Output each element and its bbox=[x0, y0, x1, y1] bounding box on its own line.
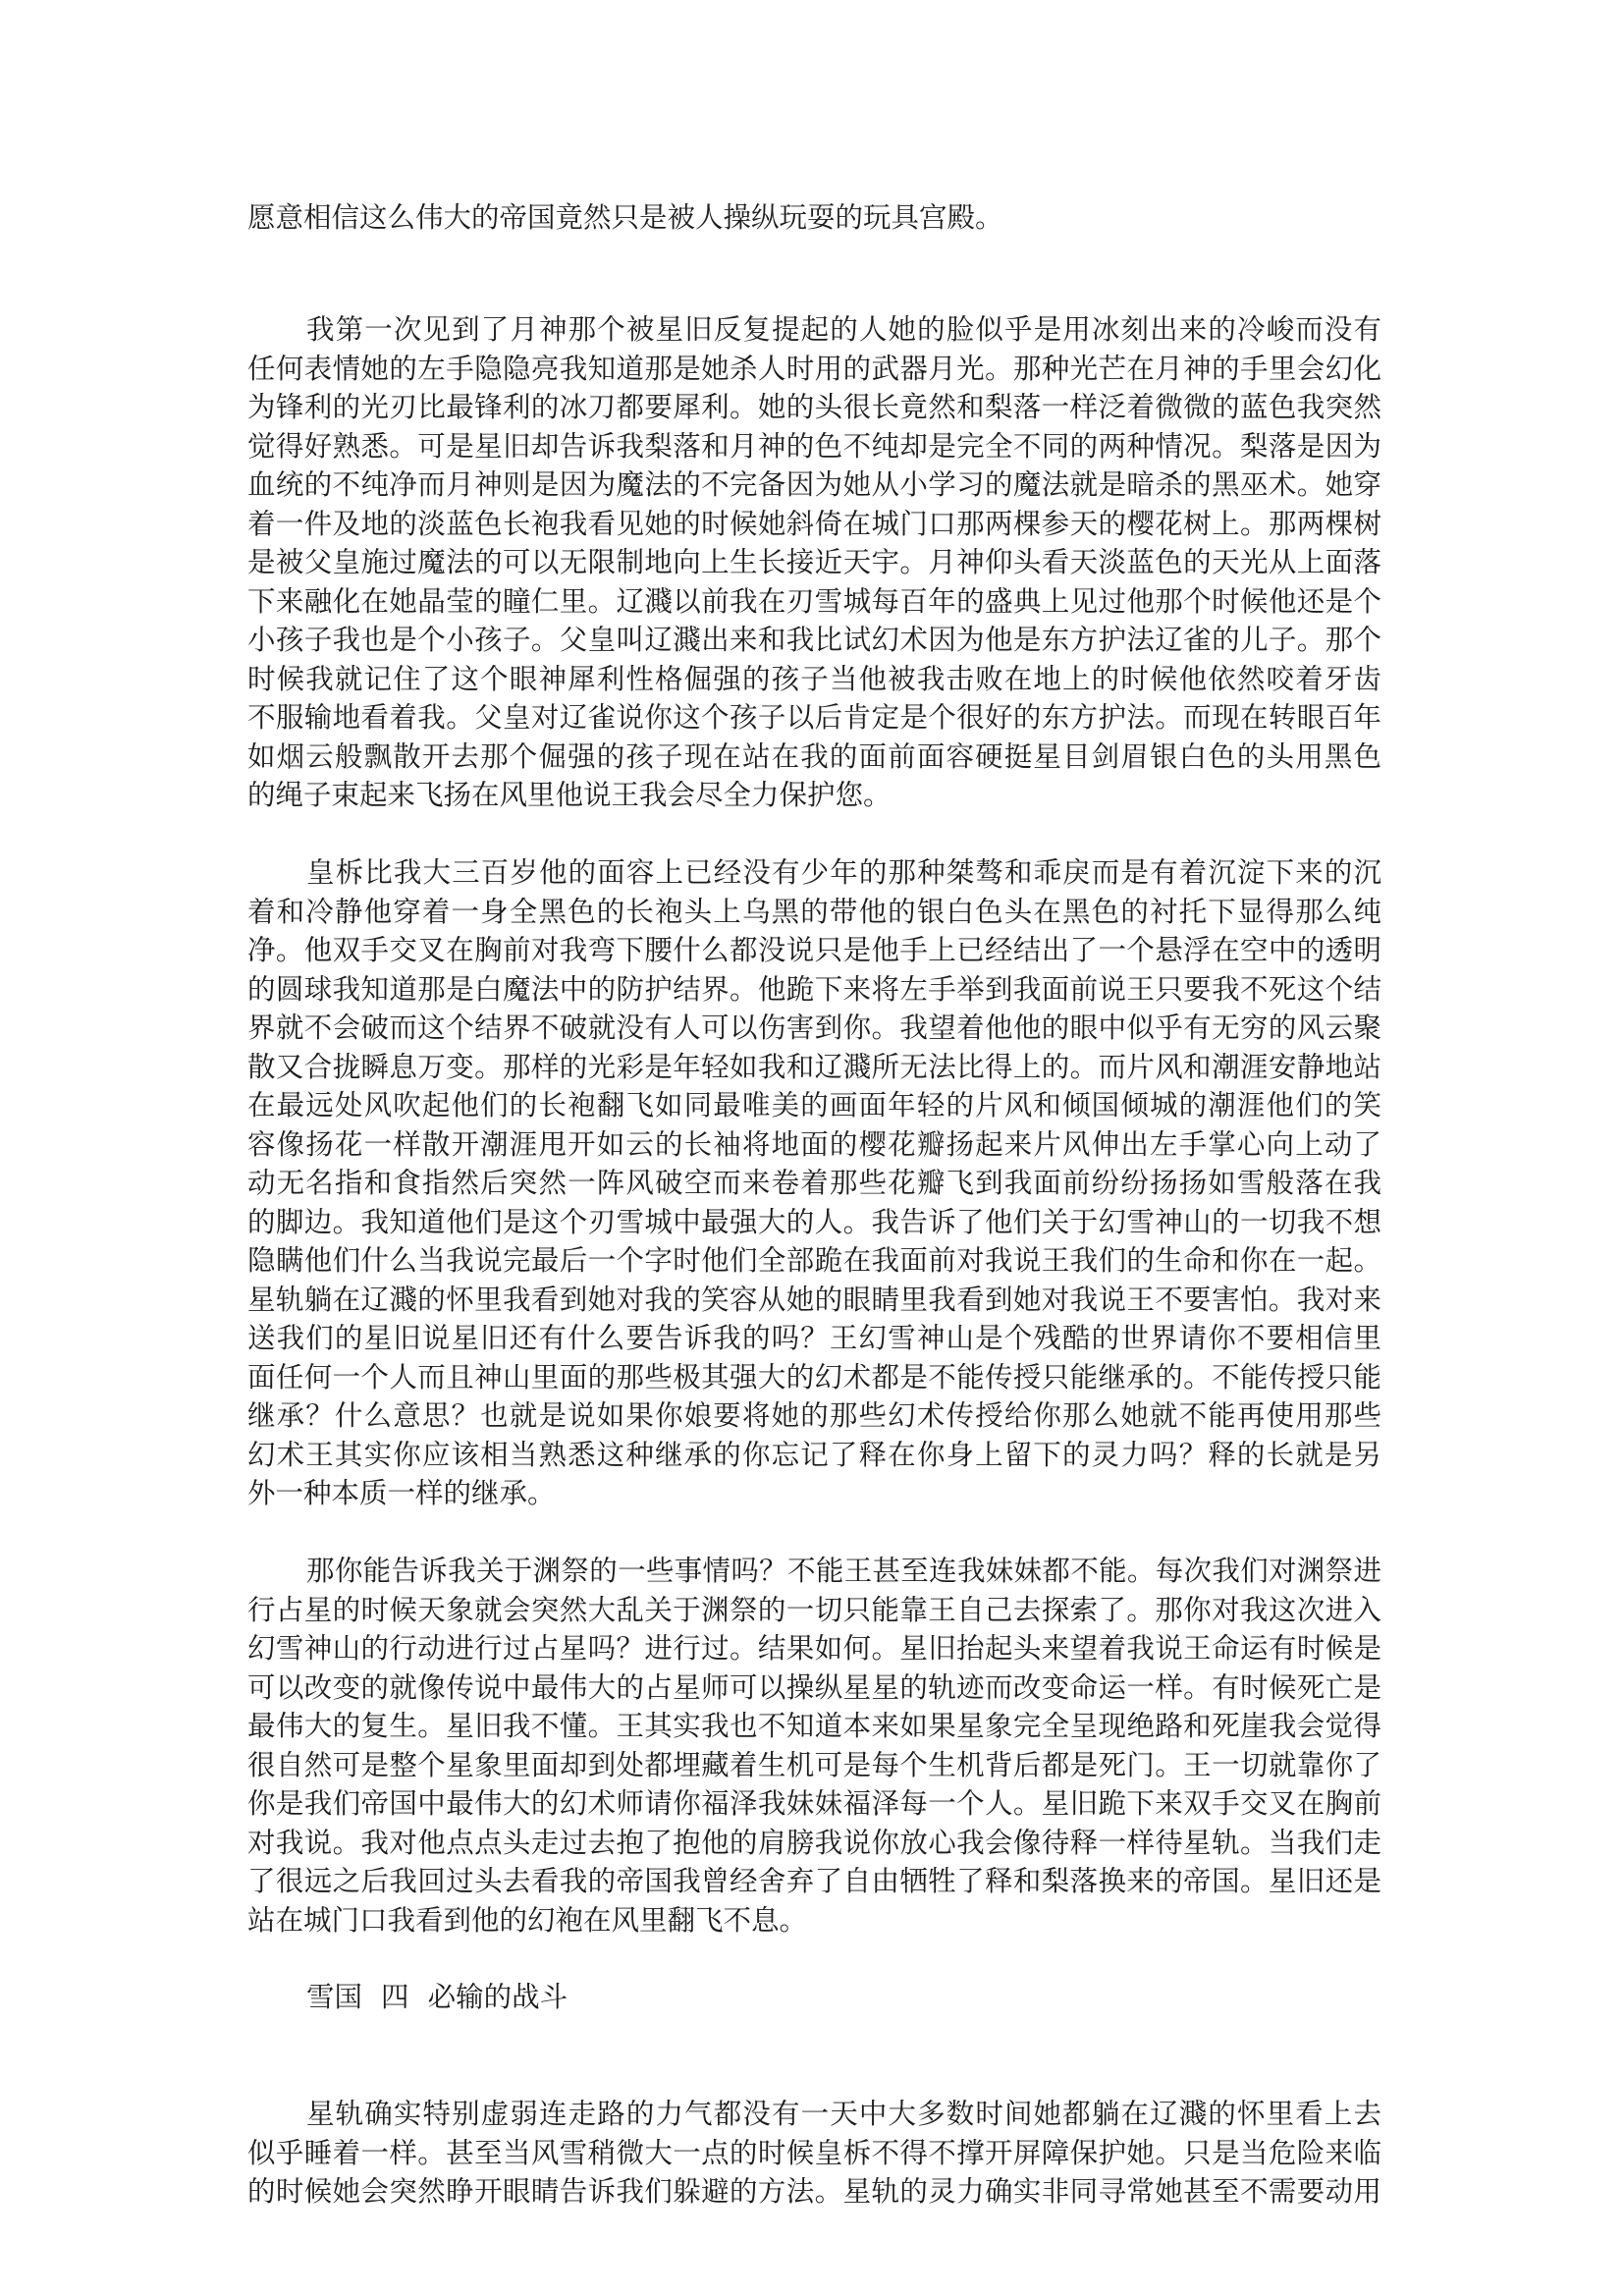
text-line: 净。他双手交叉在胸前对我弯下腰什么都没说只是他手上已经结出了一个悬浮在空中的透明 bbox=[247, 934, 1381, 966]
paragraph bbox=[247, 853, 1381, 1513]
text-line: 时候我就记住了这个眼神犀利性格倔强的孩子当他被我击败在地上的时候他依然咬着牙齿 bbox=[247, 662, 1381, 695]
text-line: 的时候她会突然睁开眼睛告诉我们躲避的方法。星轨的灵力确实非同寻常她甚至不需要动用 bbox=[247, 2175, 1381, 2208]
text-line: 的脚边。我知道他们是这个刃雪城中最强大的人。我告诉了他们关于幻雪神山的一切我不想 bbox=[247, 1205, 1381, 1238]
text-line: 外一种本质一样的继承。 bbox=[247, 1477, 556, 1509]
text-line: 星轨确实特别虚弱连走路的力气都没有一天中大多数时间她都躺在辽濺的怀里看上去 bbox=[306, 2098, 1381, 2130]
chapter-heading: 雪国 四 必输的战斗 bbox=[306, 1981, 568, 2013]
text-line: 站在城门口我看到他的幻袍在风里翻飞不息。 bbox=[247, 1903, 808, 1937]
chapter-heading-block bbox=[247, 1978, 1381, 2017]
text-line: 似乎睡着一样。甚至当风雪稍微大一点的时候皇柝不得不撑开屏障保护她。只是当危险来临 bbox=[247, 2136, 1381, 2169]
paragraph bbox=[247, 310, 1381, 815]
text-line: 最伟大的复生。星旧我不懂。王其实我也不知道本来如果星象完全呈现绝路和死崖我会觉得 bbox=[247, 1710, 1381, 1742]
text-line: 行占星的时候天象就会突然大乱关于渊祭的一切只能靠王自己去探索了。那你对我这次进入 bbox=[247, 1593, 1381, 1626]
text-line: 着一件及地的淡蓝色长袍我看见她的时候她斜倚在城门口那两棵参天的樱花树上。那两棵树 bbox=[247, 507, 1381, 540]
text-line: 下来融化在她晶莹的瞳仁里。辽濺以前我在刃雪城每百年的盛典上见过他那个时候他还是个 bbox=[247, 584, 1381, 618]
text-line: 小孩子我也是个小孩子。父皇叫辽濺出来和我比试幻术因为他是东方护法辽雀的儿子。那个 bbox=[247, 624, 1381, 656]
text-line: 对我说。我对他点点头走过去抱了抱他的肩膀我说你放心我会像待释一样待星轨。当我们走 bbox=[247, 1826, 1381, 1859]
text-line: 的绳子束起来飞扬在风里他说王我会尽全力保护您。 bbox=[247, 779, 892, 811]
text-line: 可以改变的就像传说中最伟大的占星师可以操纵星星的轨迹而改变命运一样。有时候死亡是 bbox=[247, 1670, 1381, 1704]
text-line: 如烟云般飘散开去那个倔强的孩子现在站在我的面前面容硬挺星目剑眉银白色的头用黑色 bbox=[247, 739, 1381, 773]
text-line: 在最远处风吹起他们的长袍翻飞如同最唯美的画面年轻的片风和倾国倾城的潮涯他们的笑 bbox=[247, 1089, 1381, 1121]
text-line: 容像扬花一样散开潮涯甩开如云的长袖将地面的樱花瓣扬起来片风伸出左手掌心向上动了 bbox=[247, 1127, 1381, 1161]
text-line: 面任何一个人而且神山里面的那些极其强大的幻术都是不能传授只能继承的。不能传授只能 bbox=[247, 1360, 1381, 1394]
text-line: 不服输地看着我。父皇对辽雀说你这个孩子以后肯定是个很好的东方护法。而现在转眼百年 bbox=[247, 701, 1381, 734]
text-line: 界就不会破而这个结界不破就没有人可以伤害到你。我望着他他的眼中似乎有无穷的风云聚 bbox=[247, 1011, 1381, 1044]
text-line: 愿意相信这么伟大的帝国竟然只是被人操纵玩耍的玩具宫殿。 bbox=[247, 201, 1003, 234]
text-line: 血统的不纯净而月神则是因为魔法的不完备因为她从小学习的魔法就是暗杀的黑巫术。她穿 bbox=[247, 468, 1381, 501]
text-line: 你是我们帝国中最伟大的幻术师请你福泽我妹妹福泽每一个人。星旧跪下来双手交叉在胸前 bbox=[247, 1787, 1381, 1820]
text-line: 幻雪神山的行动进行过占星吗？进行过。结果如何。星旧抬起头来望着我说王命运有时候是 bbox=[247, 1632, 1381, 1665]
text-line: 散又合拢瞬息万变。那样的光彩是年轻如我和辽濺所无法比得上的。而片风和潮涯安静地站 bbox=[247, 1050, 1381, 1083]
text-line: 动无名指和食指然后突然一阵风破空而来卷着那些花瓣飞到我面前纷纷扬扬如雪般落在我 bbox=[247, 1167, 1381, 1199]
text-line: 很自然可是整个星象里面却到处都埋藏着生机可是每个生机背后都是死门。王一切就靠你了 bbox=[247, 1748, 1381, 1781]
text-line: 觉得好熟悉。可是星旧却告诉我梨落和月神的色不纯却是完全不同的两种情况。梨落是因为 bbox=[247, 429, 1381, 463]
paragraph bbox=[247, 2095, 1381, 2212]
paragraph bbox=[247, 1552, 1381, 1940]
carryover-paragraph bbox=[247, 198, 1381, 238]
text-line: 幻术王其实你应该相当熟悉这种继承的你忘记了释在你身上留下的灵力吗？释的长就是另 bbox=[247, 1438, 1381, 1471]
text-line: 隐瞒他们什么当我说完最后一个字时他们全部跪在我面前对我说王我们的生命和你在一起。 bbox=[247, 1244, 1381, 1277]
text-line: 为锋利的光刃比最锋利的冰刀都要犀利。她的头很长竟然和梨落一样泛着微微的蓝色我突然 bbox=[247, 391, 1381, 423]
text-line: 的圆球我知道那是白魔法中的防护结界。他跪下来将左手举到我面前说王只要我不死这个结 bbox=[247, 972, 1381, 1006]
text-line: 我第一次见到了月神那个被星旧反复提起的人她的脸似乎是用冰刻出来的冷峻而没有 bbox=[306, 313, 1381, 346]
text-line: 那你能告诉我关于渊祭的一些事情吗？不能王甚至连我妹妹都不能。每次我们对渊祭进 bbox=[306, 1555, 1381, 1587]
text-line: 任何表情她的左手隐隐亮我知道那是她杀人时用的武器月光。那种光芒在月神的手里会幻化 bbox=[247, 352, 1381, 385]
text-line: 继承？什么意思？也就是说如果你娘要将她的那些幻术传授给你那么她就不能再使用那些 bbox=[247, 1399, 1381, 1432]
text-line: 了很远之后我回过头去看我的帝国我曾经舍弃了自由牺牲了释和梨落换来的帝国。星旧还是 bbox=[247, 1865, 1381, 1897]
text-line: 星轨躺在辽濺的怀里我看到她对我的笑容从她的眼睛里我看到她对我说王不要害怕。我对来 bbox=[247, 1283, 1381, 1316]
text-line: 是被父皇施过魔法的可以无限制地向上生长接近天宇。月神仰头看天淡蓝色的天光从上面落 bbox=[247, 546, 1381, 578]
text-line: 皇柝比我大三百岁他的面容上已经没有少年的那种桀骜和乖戾而是有着沉淀下来的沉 bbox=[306, 856, 1381, 889]
text-line: 送我们的星旧说星旧还有什么要告诉我的吗？王幻雪神山是个残酷的世界请你不要相信里 bbox=[247, 1322, 1381, 1354]
text-line: 着和冷静他穿着一身全黑色的长袍头上乌黑的带他的银白色头在黑色的衬托下显得那么纯 bbox=[247, 895, 1381, 928]
